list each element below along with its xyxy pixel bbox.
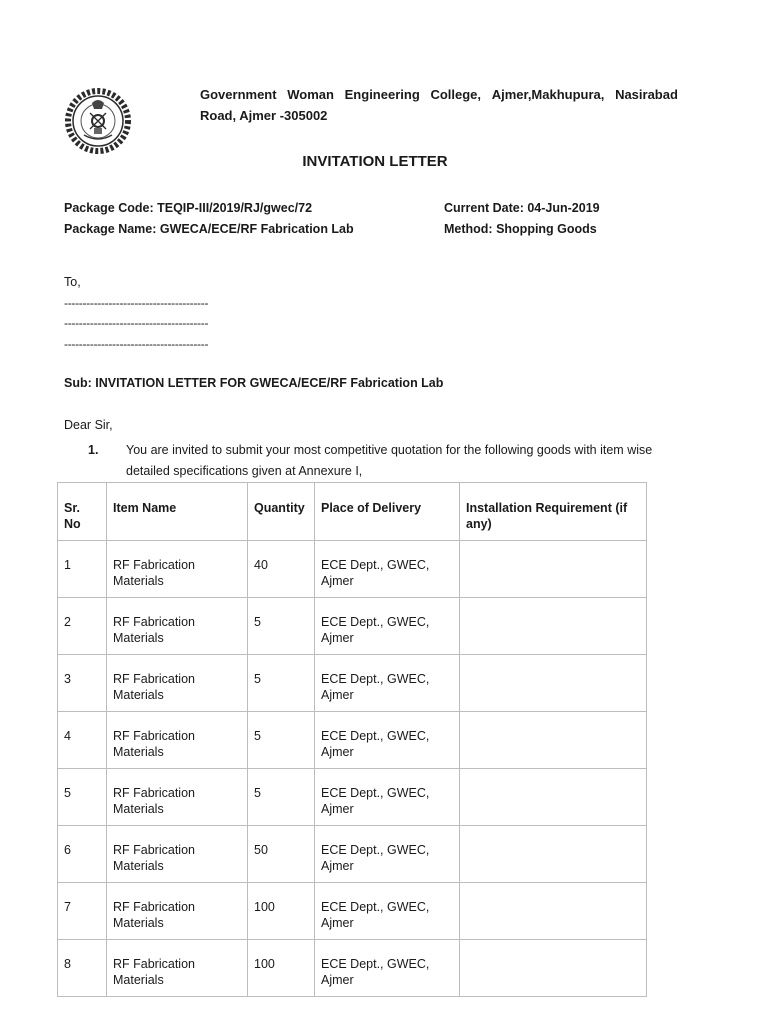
cell-item: RF Fabrication Materials xyxy=(107,769,248,826)
cell-quantity: 5 xyxy=(248,712,315,769)
address-word: Government xyxy=(200,87,277,102)
items-table xyxy=(57,482,647,997)
cell-sr: 1 xyxy=(58,541,107,598)
table-row xyxy=(58,598,647,655)
cell-sr: 7 xyxy=(58,883,107,940)
current-date: Current Date: 04-Jun-2019 xyxy=(444,201,600,215)
cell-place: ECE Dept., GWEC, Ajmer xyxy=(315,541,460,598)
cell-quantity: 5 xyxy=(248,598,315,655)
addressee-blank-line: --------------------------------------- xyxy=(64,295,209,310)
invitation-paragraph xyxy=(64,440,704,482)
cell-place: ECE Dept., GWEC, Ajmer xyxy=(315,769,460,826)
table-header-row xyxy=(58,483,647,541)
cell-place: ECE Dept., GWEC, Ajmer xyxy=(315,940,460,997)
address-word: Ajmer,Makhupura, xyxy=(491,87,605,102)
address-word: College, xyxy=(430,87,482,102)
cell-quantity: 100 xyxy=(248,883,315,940)
table-row xyxy=(58,541,647,598)
cell-sr: 8 xyxy=(58,940,107,997)
cell-installation xyxy=(460,769,647,826)
cell-quantity: 100 xyxy=(248,940,315,997)
cell-installation xyxy=(460,598,647,655)
address-word: Engineering xyxy=(344,87,420,102)
table-row xyxy=(58,712,647,769)
header-installation: Installation Requirement (if any) xyxy=(460,483,647,541)
cell-place: ECE Dept., GWEC, Ajmer xyxy=(315,598,460,655)
cell-item: RF Fabrication Materials xyxy=(107,940,248,997)
cell-item: RF Fabrication Materials xyxy=(107,655,248,712)
header-place-of-delivery: Place of Delivery xyxy=(315,483,460,541)
cell-sr: 4 xyxy=(58,712,107,769)
cell-sr: 5 xyxy=(58,769,107,826)
header-quantity: Quantity xyxy=(248,483,315,541)
package-name: Package Name: GWECA/ECE/RF Fabrication Lab xyxy=(64,222,354,236)
package-code: Package Code: TEQIP-III/2019/RJ/gwec/72 xyxy=(64,201,313,215)
cell-quantity: 50 xyxy=(248,826,315,883)
header-sr-no: Sr. No xyxy=(58,483,107,541)
cell-installation xyxy=(460,940,647,997)
greeting: Dear Sir, xyxy=(64,418,113,432)
cell-place: ECE Dept., GWEC, Ajmer xyxy=(315,712,460,769)
procurement-method: Method: Shopping Goods xyxy=(444,222,597,236)
cell-sr: 2 xyxy=(58,598,107,655)
table-row xyxy=(58,883,647,940)
table-row xyxy=(58,940,647,997)
addressee-blank-line: --------------------------------------- xyxy=(64,316,209,330)
cell-item: RF Fabrication Materials xyxy=(107,883,248,940)
college-address xyxy=(200,84,678,126)
cell-place: ECE Dept., GWEC, Ajmer xyxy=(315,826,460,883)
cell-installation xyxy=(460,541,647,598)
letter-title: INVITATION LETTER xyxy=(302,153,448,170)
cell-place: ECE Dept., GWEC, Ajmer xyxy=(315,655,460,712)
cell-installation xyxy=(460,712,647,769)
cell-installation xyxy=(460,883,647,940)
college-address-line1 xyxy=(200,84,678,105)
header-item-name: Item Name xyxy=(107,483,248,541)
address-word: Woman xyxy=(287,87,334,102)
cell-item: RF Fabrication Materials xyxy=(107,826,248,883)
cell-installation xyxy=(460,655,647,712)
table-row xyxy=(58,769,647,826)
cell-item: RF Fabrication Materials xyxy=(107,598,248,655)
college-emblem-icon xyxy=(60,83,136,159)
cell-quantity: 5 xyxy=(248,769,315,826)
cell-item: RF Fabrication Materials xyxy=(107,712,248,769)
addressee-block xyxy=(64,272,208,354)
addressee-blank-line: --------------------------------------- xyxy=(64,336,209,351)
cell-quantity: 40 xyxy=(248,541,315,598)
address-word: Nasirabad xyxy=(615,87,678,102)
to-label: To, xyxy=(64,275,81,289)
paragraph-number: 1. xyxy=(88,443,99,457)
cell-sr: 6 xyxy=(58,826,107,883)
paragraph-line: You are invited to submit your most competitive quotation for the following goods with item wise xyxy=(126,443,653,457)
paragraph-line: detailed specifications given at Annexure I, xyxy=(126,464,363,478)
cell-quantity: 5 xyxy=(248,655,315,712)
cell-item: RF Fabrication Materials xyxy=(107,541,248,598)
table-row xyxy=(58,655,647,712)
cell-installation xyxy=(460,826,647,883)
table-row xyxy=(58,826,647,883)
subject-line: Sub: INVITATION LETTER FOR GWECA/ECE/RF Fabrication Lab xyxy=(64,376,444,390)
cell-place: ECE Dept., GWEC, Ajmer xyxy=(315,883,460,940)
cell-sr: 3 xyxy=(58,655,107,712)
college-address-line2: Road, Ajmer -305002 xyxy=(200,108,328,123)
